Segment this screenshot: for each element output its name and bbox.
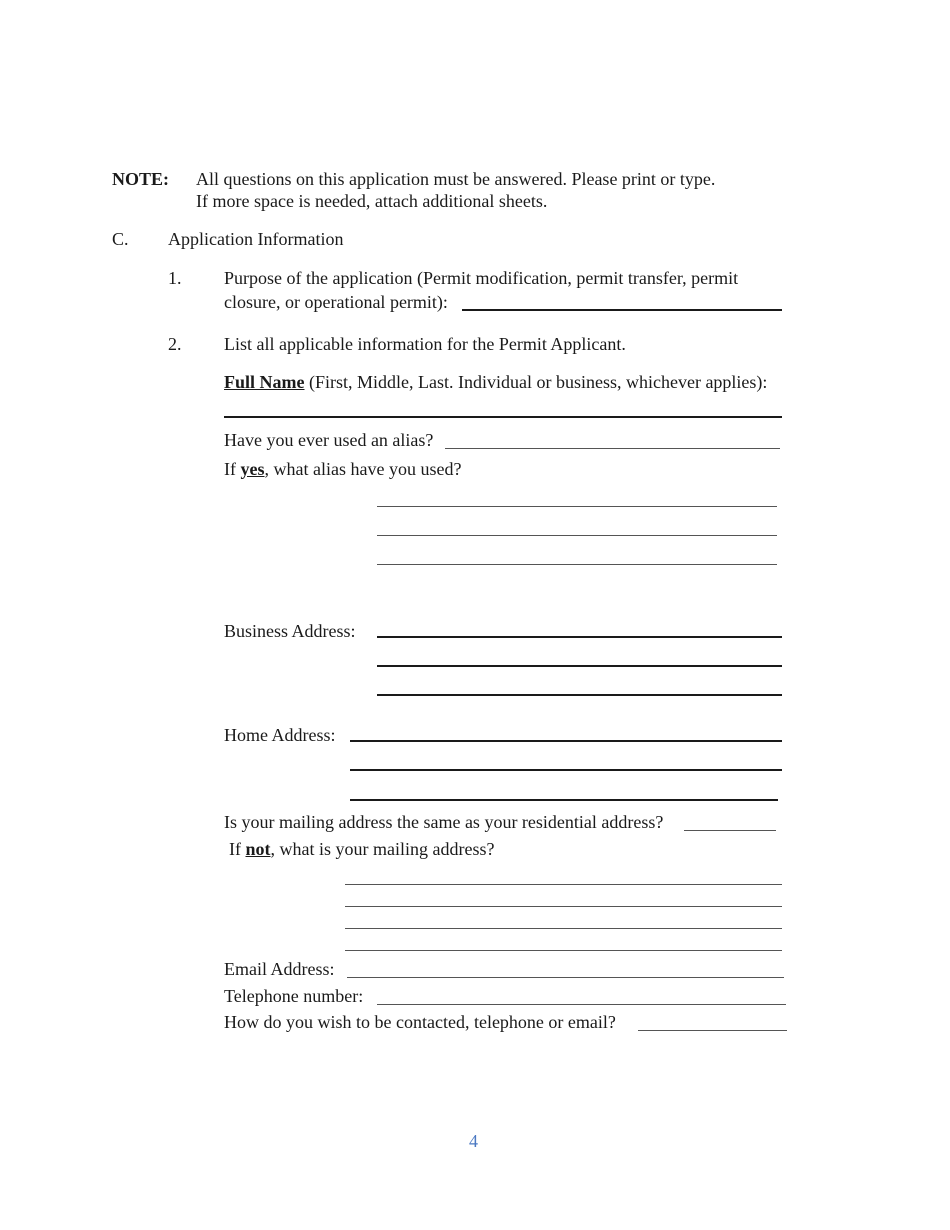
note-line-2: If more space is needed, attach additional sheets. [196,191,548,211]
question-1-line-2: closure, or operational permit): [224,292,448,312]
contact-preference-field[interactable] [638,1030,787,1031]
business-address-field-2[interactable] [377,665,782,667]
home-address-field-2[interactable] [350,769,782,771]
business-address-field-3[interactable] [377,694,782,696]
full-name-label [224,371,767,393]
mailing-followup [229,838,494,860]
mailing-field-3[interactable] [345,928,782,929]
alias-answer-field[interactable] [445,448,780,449]
section-letter: C. [112,229,129,249]
mailing-field-2[interactable] [345,906,782,907]
home-address-label: Home Address: [224,725,336,745]
mailing-field-4[interactable] [345,950,782,951]
mailing-if: If [229,839,246,859]
mailing-answer-field[interactable] [684,830,776,831]
alias-followup [224,458,461,480]
alias-field-3[interactable] [377,564,777,565]
page-number: 4 [469,1131,478,1151]
mailing-not: not [245,839,271,859]
telephone-field[interactable] [377,1004,786,1005]
mailing-question: Is your mailing address the same as your residential address? [224,812,664,832]
full-name-field[interactable] [224,416,782,418]
email-field[interactable] [347,977,784,978]
note-line-1: All questions on this application must be answered. Please print or type. [196,169,716,189]
email-label: Email Address: [224,959,335,979]
business-address-label: Business Address: [224,621,356,641]
alias-yes: yes [240,459,265,479]
alias-field-2[interactable] [377,535,777,536]
contact-question: How do you wish to be contacted, telephone or email? [224,1012,616,1032]
business-address-field-1[interactable] [377,636,782,638]
question-2-text: List all applicable information for the Permit Applicant. [224,334,626,354]
section-title: Application Information [168,229,344,249]
alias-if: If [224,459,241,479]
purpose-field[interactable] [462,309,782,311]
telephone-label: Telephone number: [224,986,364,1006]
note-label: NOTE: [112,169,170,189]
home-address-field-1[interactable] [350,740,782,742]
home-address-field-3[interactable] [350,799,778,801]
alias-field-1[interactable] [377,506,777,507]
alias-question: Have you ever used an alias? [224,430,434,450]
question-2-number: 2. [168,334,182,354]
mailing-followup-text: , what is your mailing address? [270,839,495,859]
question-1-line-1: Purpose of the application (Permit modification, permit transfer, permit [224,268,739,288]
question-1-number: 1. [168,268,182,288]
full-name-label-text: Full Name [224,372,305,392]
full-name-note: (First, Middle, Last. Individual or business, whichever applies): [304,372,768,392]
alias-followup-text: , what alias have you used? [264,459,462,479]
mailing-field-1[interactable] [345,884,782,885]
